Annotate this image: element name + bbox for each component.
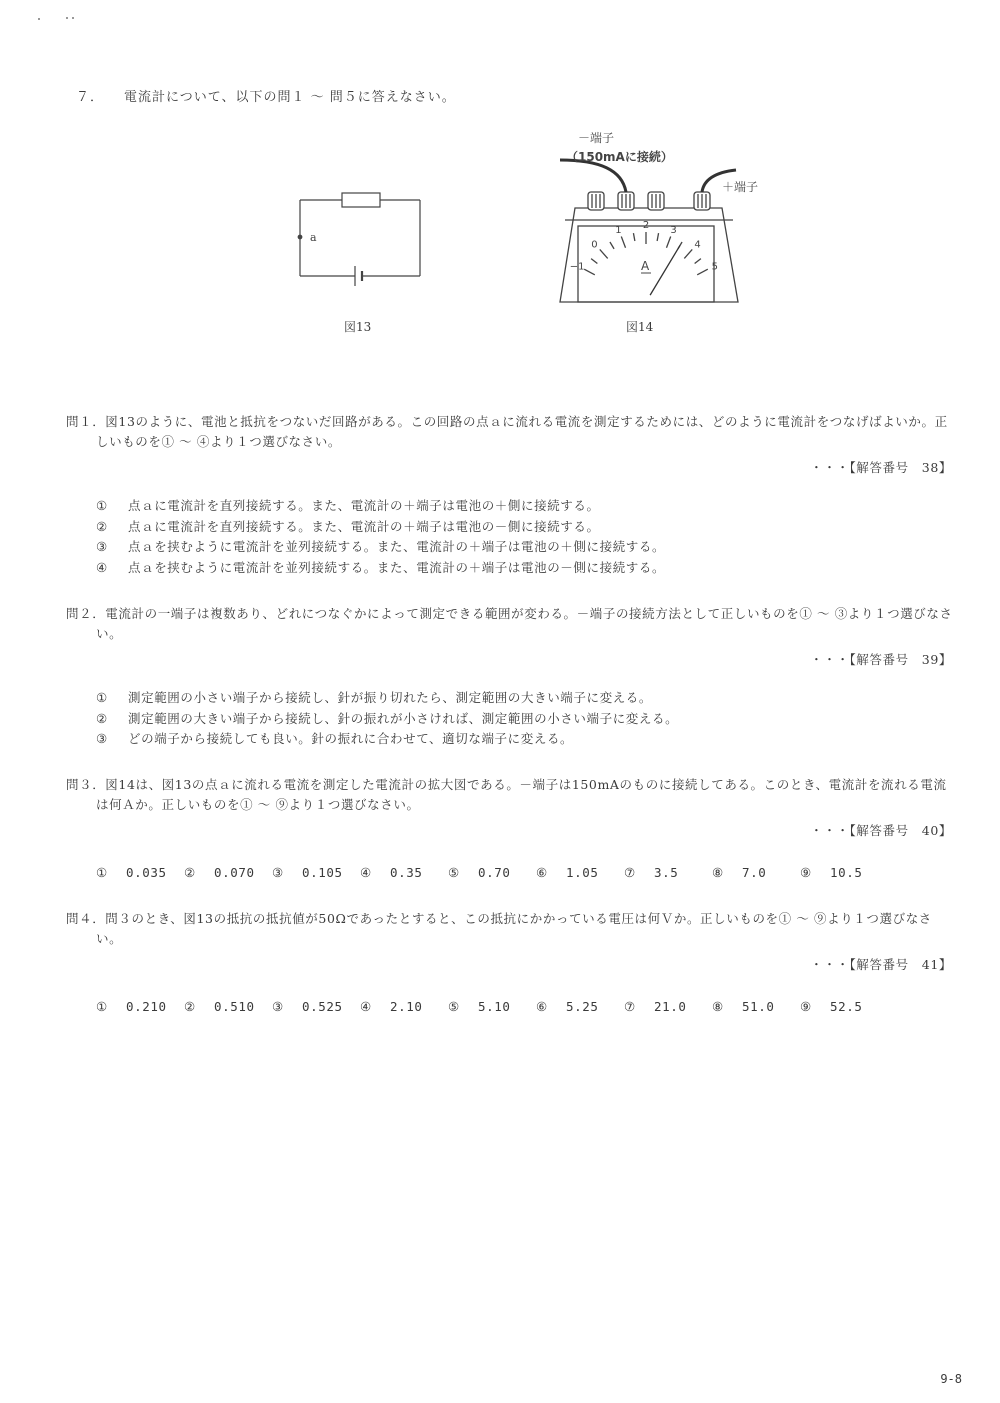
choice-item[interactable] [624, 997, 712, 1017]
point-a-dot [298, 235, 302, 239]
choice-item[interactable] [448, 863, 536, 883]
choice-value: 7.0 [742, 865, 767, 880]
option-item[interactable] [96, 496, 958, 517]
option-item[interactable] [96, 537, 958, 558]
option-mark: ② [96, 710, 108, 726]
choice-item[interactable] [272, 997, 360, 1017]
scan-speck [66, 17, 68, 19]
question-text: 問２．電流計の一端子は複数あり、どれにつなぐかによって測定できる範囲が変わる。－端子の接続方法として正しいものを① ～ ③より１つ選びなさい。 [66, 606, 953, 641]
choice-value: 0.070 [214, 865, 255, 880]
choice-value: 0.035 [126, 865, 167, 880]
choice-value: 0.510 [214, 999, 255, 1014]
choice-mark: ② [184, 999, 196, 1014]
choice-value: 10.5 [830, 865, 863, 880]
choice-item[interactable] [712, 997, 800, 1017]
choice-mark: ④ [360, 999, 372, 1014]
choice-value: 2.10 [390, 999, 423, 1014]
choice-mark: ⑧ [712, 999, 724, 1014]
dial-label: 0 [591, 239, 598, 251]
fig14-caption: 図14 [626, 320, 654, 334]
choice-mark: ⑧ [712, 865, 724, 880]
option-mark: ① [96, 690, 108, 705]
dial-label: −1 [569, 261, 585, 273]
choice-value: 0.105 [302, 865, 343, 880]
choice-item[interactable] [360, 863, 448, 883]
choice-item[interactable] [448, 997, 536, 1017]
choice-mark: ⑦ [624, 865, 636, 880]
scan-speck [38, 18, 40, 20]
terminal-knobs [588, 192, 710, 210]
choice-value: 21.0 [654, 999, 687, 1014]
option-mark: ③ [96, 731, 108, 746]
unit-symbol: A [641, 259, 650, 273]
choice-item[interactable] [96, 863, 184, 883]
choice-item[interactable] [536, 997, 624, 1017]
choice-value: 52.5 [830, 999, 863, 1014]
choice-value: 5.25 [566, 999, 599, 1014]
point-a-label: a [310, 231, 317, 244]
question-3 [66, 775, 958, 883]
option-text: 点ａを挟むように電流計を並列接続する。また、電流計の＋端子は電池の＋側に接続する。 [128, 539, 666, 554]
choice-item[interactable] [360, 997, 448, 1017]
answer-number: ・・・【解答番号 40】 [810, 823, 952, 838]
choice-item[interactable] [184, 863, 272, 883]
fig13-caption: 図13 [344, 320, 372, 334]
answer-number: ・・・【解答番号 38】 [810, 460, 952, 475]
choice-item[interactable] [712, 863, 800, 883]
choice-mark: ⑨ [800, 999, 812, 1014]
option-mark: ④ [96, 559, 108, 575]
choice-value: 5.10 [478, 999, 511, 1014]
option-text: 測定範囲の大きい端子から接続し、針の振れが小さければ、測定範囲の小さい端子に変える。 [128, 710, 679, 726]
option-text: どの端子から接続しても良い。針の振れに合わせて、適切な端子に変える。 [128, 731, 574, 746]
choice-mark: ② [184, 865, 196, 880]
dial-label: 1 [615, 225, 622, 237]
section-title: 電流計について、以下の問１ ～ 問５に答えなさい。 [124, 90, 456, 105]
choice-item[interactable] [184, 997, 272, 1017]
dial-label: 2 [642, 220, 650, 231]
option-item[interactable] [96, 709, 958, 730]
choice-mark: ① [96, 865, 108, 880]
choice-row [66, 863, 958, 883]
figures-svg [0, 120, 1000, 340]
minus-lead-wire [560, 160, 626, 192]
option-mark: ② [96, 518, 108, 534]
choice-value: 51.0 [742, 999, 775, 1014]
choice-value: 0.70 [478, 865, 511, 880]
choice-item[interactable] [800, 863, 888, 883]
choice-item[interactable] [536, 863, 624, 883]
choice-item[interactable] [800, 997, 888, 1017]
choice-item[interactable] [272, 863, 360, 883]
question-text: 問１．図13のように、電池と抵抗をつないだ回路がある。この回路の点ａに流れる電流を測定するためには、どのように電流計をつなげばよいか。正しいものを① ～ ④より１つ選びなさい。 [66, 414, 948, 449]
choice-value: 3.5 [654, 865, 679, 880]
option-list [66, 496, 958, 578]
choice-mark: ⑦ [624, 999, 636, 1014]
choice-value: 0.35 [390, 865, 423, 880]
minus-terminal-note: （150mAに接続） [566, 150, 673, 164]
question-1 [66, 412, 958, 578]
option-text: 点ａを挟むように電流計を並列接続する。また、電流計の＋端子は電池の－側に接続する。 [128, 559, 666, 575]
choice-mark: ③ [272, 865, 284, 880]
ammeter-illustration [560, 160, 738, 302]
minus-terminal-label: －端子 [578, 131, 615, 145]
option-text: 点ａに電流計を直列接続する。また、電流計の＋端子は電池の＋側に接続する。 [128, 498, 600, 513]
option-text: 点ａに電流計を直列接続する。また、電流計の＋端子は電池の－側に接続する。 [128, 518, 600, 534]
choice-mark: ④ [360, 865, 372, 880]
figures-area [0, 120, 1000, 340]
resistor-symbol [342, 193, 380, 207]
option-item[interactable] [96, 688, 958, 709]
choice-mark: ⑨ [800, 865, 812, 880]
option-item[interactable] [96, 517, 958, 538]
choice-item[interactable] [96, 997, 184, 1017]
choice-mark: ⑥ [536, 865, 548, 880]
question-text: 問３．図14は、図13の点ａに流れる電流を測定した電流計の拡大図である。－端子は150mAのものに接続してある。このとき、電流計を流れる電流は何Ａか。正しいものを① ～ ⑨より１つ選びなさい。 [66, 777, 947, 812]
plus-terminal-label: ＋端子 [722, 180, 759, 194]
choice-mark: ⑤ [448, 865, 460, 880]
choice-mark: ① [96, 999, 108, 1014]
dial-label: 5 [711, 261, 719, 273]
question-4 [66, 909, 958, 1017]
choice-mark: ⑤ [448, 999, 460, 1014]
page-number: 9-8 [940, 1372, 962, 1386]
choice-mark: ③ [272, 999, 284, 1014]
section-number: ７． [76, 90, 105, 105]
choice-value: 1.05 [566, 865, 599, 880]
choice-mark: ⑥ [536, 999, 548, 1014]
option-list [66, 688, 958, 750]
option-item[interactable] [96, 729, 958, 750]
dial-label: 4 [694, 239, 701, 251]
choice-row [66, 997, 958, 1017]
answer-number: ・・・【解答番号 41】 [810, 957, 952, 972]
section-heading [76, 86, 456, 105]
question-2 [66, 604, 958, 750]
choice-value: 0.210 [126, 999, 167, 1014]
choice-value: 0.525 [302, 999, 343, 1014]
option-text: 測定範囲の小さい端子から接続し、針が振り切れたら、測定範囲の大きい端子に変える。 [128, 690, 653, 705]
option-mark: ① [96, 498, 108, 513]
question-text: 問４．問３のとき、図13の抵抗の抵抗値が50Ωであったとすると、この抵抗にかかっている電圧は何Ｖか。正しいものを① ～ ⑨より１つ選びなさい。 [66, 911, 932, 946]
dial-label: 3 [670, 225, 677, 237]
answer-number: ・・・【解答番号 39】 [810, 652, 952, 667]
option-item[interactable] [96, 558, 958, 579]
choice-item[interactable] [624, 863, 712, 883]
option-mark: ③ [96, 539, 108, 554]
scan-speck [72, 17, 74, 19]
